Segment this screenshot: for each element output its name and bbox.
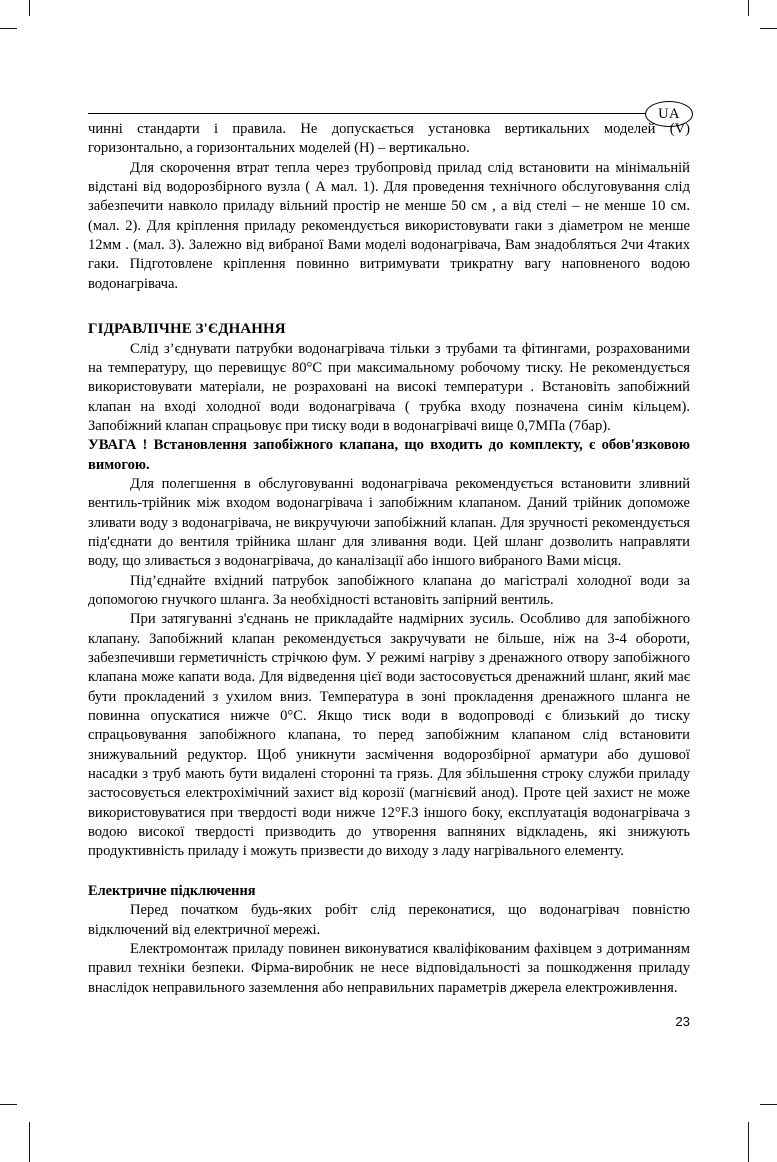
- heading-hydraulic-connection: ГІДРАВЛІЧНЕ З'ЄДНАННЯ: [88, 321, 286, 338]
- crop-mark-bottom-left-horizontal: [0, 1104, 17, 1105]
- paragraph-continuation: чинні стандарти і правила. Не допускається установка вертикальних моделей (V) горизонтально, а горизонтальних моделей (H) – вертикально.: [88, 121, 690, 157]
- paragraph-qualified-specialist: Електромонтаж приладу повинен виконуватися кваліфікованим фахівцем з дотриманням правил техніки безпеки. Фірма-виробник не несе відповідальності за пошкодження приладу внаслідок неправильного заземлення або неправильних параметрів джерела електроживлення.: [88, 940, 690, 996]
- crop-mark-top-right-horizontal: [760, 28, 777, 29]
- crop-mark-top-left-horizontal: [0, 28, 17, 29]
- crop-mark-top-left-vertical: [29, 0, 30, 16]
- paragraph-cold-water-line: Під’єднайте вхідний патрубок запобіжного клапана до магістралі холодної води за допомогою гнучкого шланга. За необхідності встановіть запірний вентиль.: [88, 572, 690, 608]
- paragraph-drain-tee: Для полегшення в обслуговуванні водонагрівача рекомендується встановити зливний вентиль-трійник між входом водонагрівача і запобіжним клапаном. Даний трійник допоможе зливати воду з водонагрівача, не викручуючи запобіжний клапан. Для зручності рекомендується під'єднати до вентиля трійника шланг для зливання води. Цей шланг дозволить направляти воду, що зливається з водонагрівача, до каналізації або іншого вибраного Вами місця.: [88, 475, 690, 570]
- paragraph-pipes-fittings: Слід з’єднувати патрубки водонагрівача тільки з трубами та фітингами, розрахованими на температуру, що перевищує 80°С при максимальному робочому тиску. Не рекомендується використовувати матеріали, не розраховані на високі температури . Встановіть запобіжний клапан на вході холодної води водонагрівача ( трубка входу позначена синім кільцем). Запобіжний клапан спрацьовує при тиску води в водонагрівачі вище 0,7МПа (7бар).: [88, 340, 690, 434]
- paragraph-heat-loss: Для скорочення втрат тепла через трубопровід прилад слід встановити на мінімальній відстані від водорозбірного вузла ( А мал. 1). Для проведення технічного обслуговування слід забезпечити навколо приладу вільний простір не менше 50 см , а від стелі – не менше 10 см. (мал. 2). Для кріплення приладу рекомендується використовувати гаки з діаметром не менше 12мм . (мал. 3). Залежно від вибраної Вами моделі водонагрівача, Вам знадобляться 2чи 4таких гаки. Підготовлене кріплення повинно витримувати трикратну вагу наповненого водою водонагрівача.: [88, 159, 690, 292]
- crop-mark-bottom-left-vertical: [29, 1122, 30, 1162]
- header-rule: [88, 113, 648, 114]
- heading-electrical-connection: Електричне підключення: [88, 882, 256, 899]
- page-number: 23: [675, 1014, 690, 1029]
- language-badge-ua: UA: [645, 101, 693, 127]
- paragraph-disconnect-power: Перед початком будь-яких робіт слід переконатися, що водонагрівач повністю відключений від електричної мережі.: [88, 902, 690, 938]
- spacer: [88, 294, 690, 320]
- spacer: [88, 862, 690, 882]
- paragraph-tightening-joints: При затягуванні з'єднань не прикладайте надмірних зусиль. Особливо для запобіжного клапану. Запобіжний клапан рекомендується закручувати не більше, ніж на 3-4 обороти, забезпечивши герметичність стрічкою фум. У режимі нагріву з дренажного отвору запобіжного клапана може капати вода. Для відведення цієї води застосовується дренажний шланг, який має бути прокладений з ухилом вниз. Температура в зоні прокладення дренажного шланга не повинна опускатися нижче 0°С. Якщо тиск води в водопроводі є близький до тиску спрацьовування запобіжного клапана, то перед запобіжним клапаном слід встановити знижувальний редуктор. Щоб уникнути засмічення водорозбірної арматури або душової насадки з труб мають бути видалені сторонні та грязь. Для збільшення строку служби приладу застосовується електрохімічний захист від корозії (магнієвий анод). Проте цей захист не може використовуватися при твердості води нижче 12°F.З іншого боку, експлуатація водонагрівача з водою високої твердості призводить до утворення вапняних відкладень, які знижують продуктивність приладу і можуть призвести до виходу з ладу нагрівального елементу.: [88, 611, 690, 860]
- crop-mark-top-right-vertical: [748, 0, 749, 16]
- crop-mark-bottom-right-horizontal: [760, 1104, 777, 1105]
- warning-safety-valve: УВАГА ! Встановлення запобіжного клапана, що входить до комплекту, є обов'язковою вимогою.: [88, 437, 690, 473]
- document-body: [88, 120, 690, 998]
- crop-mark-bottom-right-vertical: [748, 1122, 749, 1162]
